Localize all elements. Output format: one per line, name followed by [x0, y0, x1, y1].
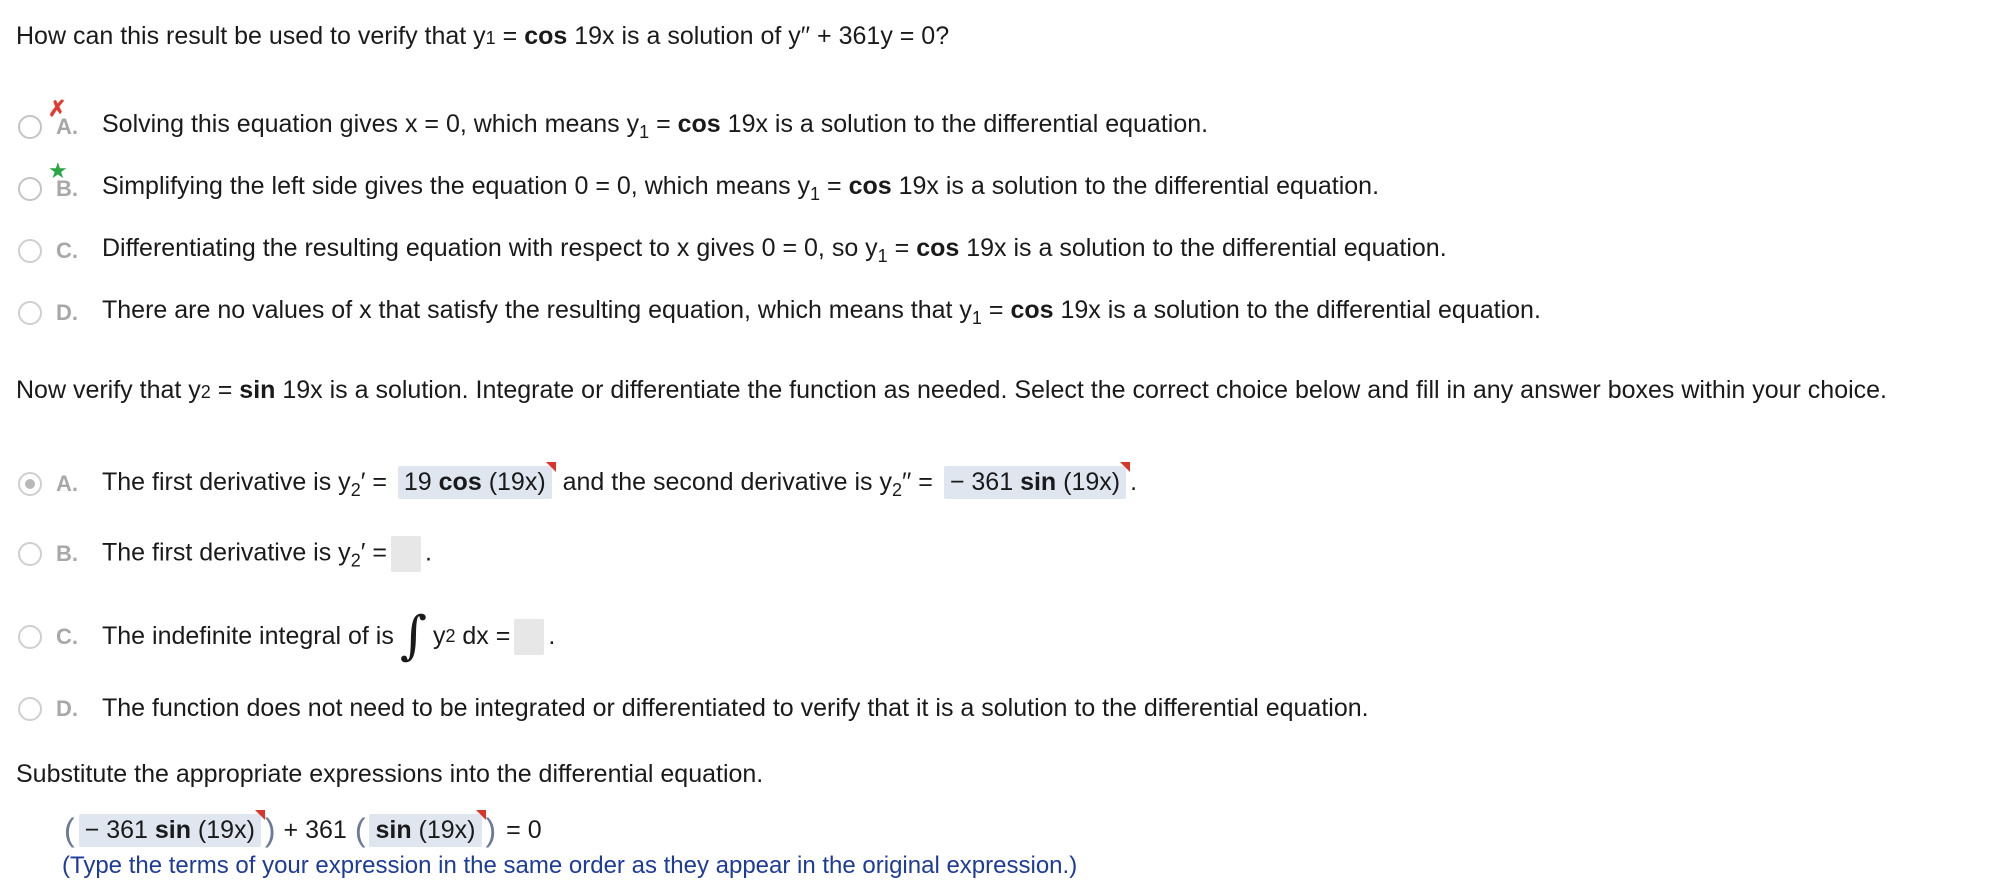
- hint-text: (Type the terms of your expression in the same order as they appear in the original expression.): [62, 852, 1078, 879]
- first-derivative-answer[interactable]: 19 cos (19x): [398, 466, 552, 499]
- q1-option-d[interactable]: D. There are no values of x that satisfy the resulting equation, which means that $y_1 = \cos 19x$ is a solution to the differential equation.: [18, 296, 1541, 329]
- correct-star-icon: ★: [48, 158, 68, 183]
- radio-button-b[interactable]: [18, 542, 42, 566]
- incorrect-icon: ✗: [48, 96, 67, 121]
- substitution-expression: ( − 361 sin (19x) ) + 361 ( sin (19x) ) = 0: [64, 812, 542, 848]
- option-text: Solving this equation gives x = 0, which means $y_1 = \cos 19x$ is a solution to the differential equation.: [102, 110, 1209, 142]
- option-text: Differentiating the resulting equation with respect to x gives 0 = 0, so $y_1 = \cos 19x$ is a solution to the differential equation.: [102, 234, 1447, 266]
- question-3-prompt: Substitute the appropriate expressions into the differential equation.: [16, 760, 764, 788]
- function-substitution-answer[interactable]: sin (19x): [369, 814, 481, 847]
- question-2-prompt: Now verify that y 2 = sin 19x is a solution. Integrate or differentiate the function as needed. Select the correct choice below and fill in any answer boxes within your choice.: [16, 376, 1888, 404]
- q2-option-a[interactable]: A. The first derivative is $y_2' = 19$ cos (19x) and the second derivative is $y_2''$ = − 361 sin (19x) .: [18, 466, 1137, 501]
- option-text: There are no values of x that satisfy the resulting equation, which means that $y_1 = \cos 19x$ is a solution to the differential equation.: [102, 296, 1541, 328]
- integral-symbol: ∫: [399, 606, 427, 666]
- q2-option-b[interactable]: B. The first derivative is $y_2'$ = .: [18, 536, 432, 572]
- answer-box-empty[interactable]: [391, 536, 421, 572]
- radio-button-c[interactable]: [18, 239, 42, 263]
- second-derivative-answer[interactable]: − 361 sin (19x): [944, 466, 1126, 499]
- question-1-prompt: How can this result be used to verify that y 1 = cos 19x is a solution of y′′ + 361y = 0?: [16, 22, 950, 50]
- answer-box-empty[interactable]: [514, 619, 544, 655]
- option-text: Simplifying the left side gives the equation 0 = 0, which means $y_1 = \cos 19x$ is a solution to the differential equation.: [102, 172, 1380, 204]
- radio-button-a-selected[interactable]: [18, 472, 42, 496]
- q2-option-c[interactable]: C. The indefinite integral of is ∫ y 2 dx = .: [18, 616, 555, 658]
- radio-button-b[interactable]: [18, 177, 42, 201]
- radio-button-c[interactable]: [18, 625, 42, 649]
- q1-option-b[interactable]: ★ B. Simplifying the left side gives the equation 0 = 0, which means $y_1 = \cos 19x$ is a solution to the differential equation.: [18, 172, 1379, 205]
- second-derivative-substitution-answer[interactable]: − 361 sin (19x): [79, 814, 261, 847]
- radio-button-d[interactable]: [18, 301, 42, 325]
- q1-option-c[interactable]: C. Differentiating the resulting equation with respect to x gives 0 = 0, so $y_1 = \cos 19x$ is a solution to the differential equation.: [18, 234, 1447, 267]
- radio-button-d[interactable]: [18, 697, 42, 721]
- q2-option-d[interactable]: D. The function does not need to be integrated or differentiated to verify that it is a solution to the differential equation.: [18, 694, 1369, 723]
- q1-option-a[interactable]: ✗ A. Solving this equation gives x = 0, which means $y_1 = \cos 19x$ is a solution to the differential equation.: [18, 110, 1208, 143]
- radio-button-a[interactable]: [18, 115, 42, 139]
